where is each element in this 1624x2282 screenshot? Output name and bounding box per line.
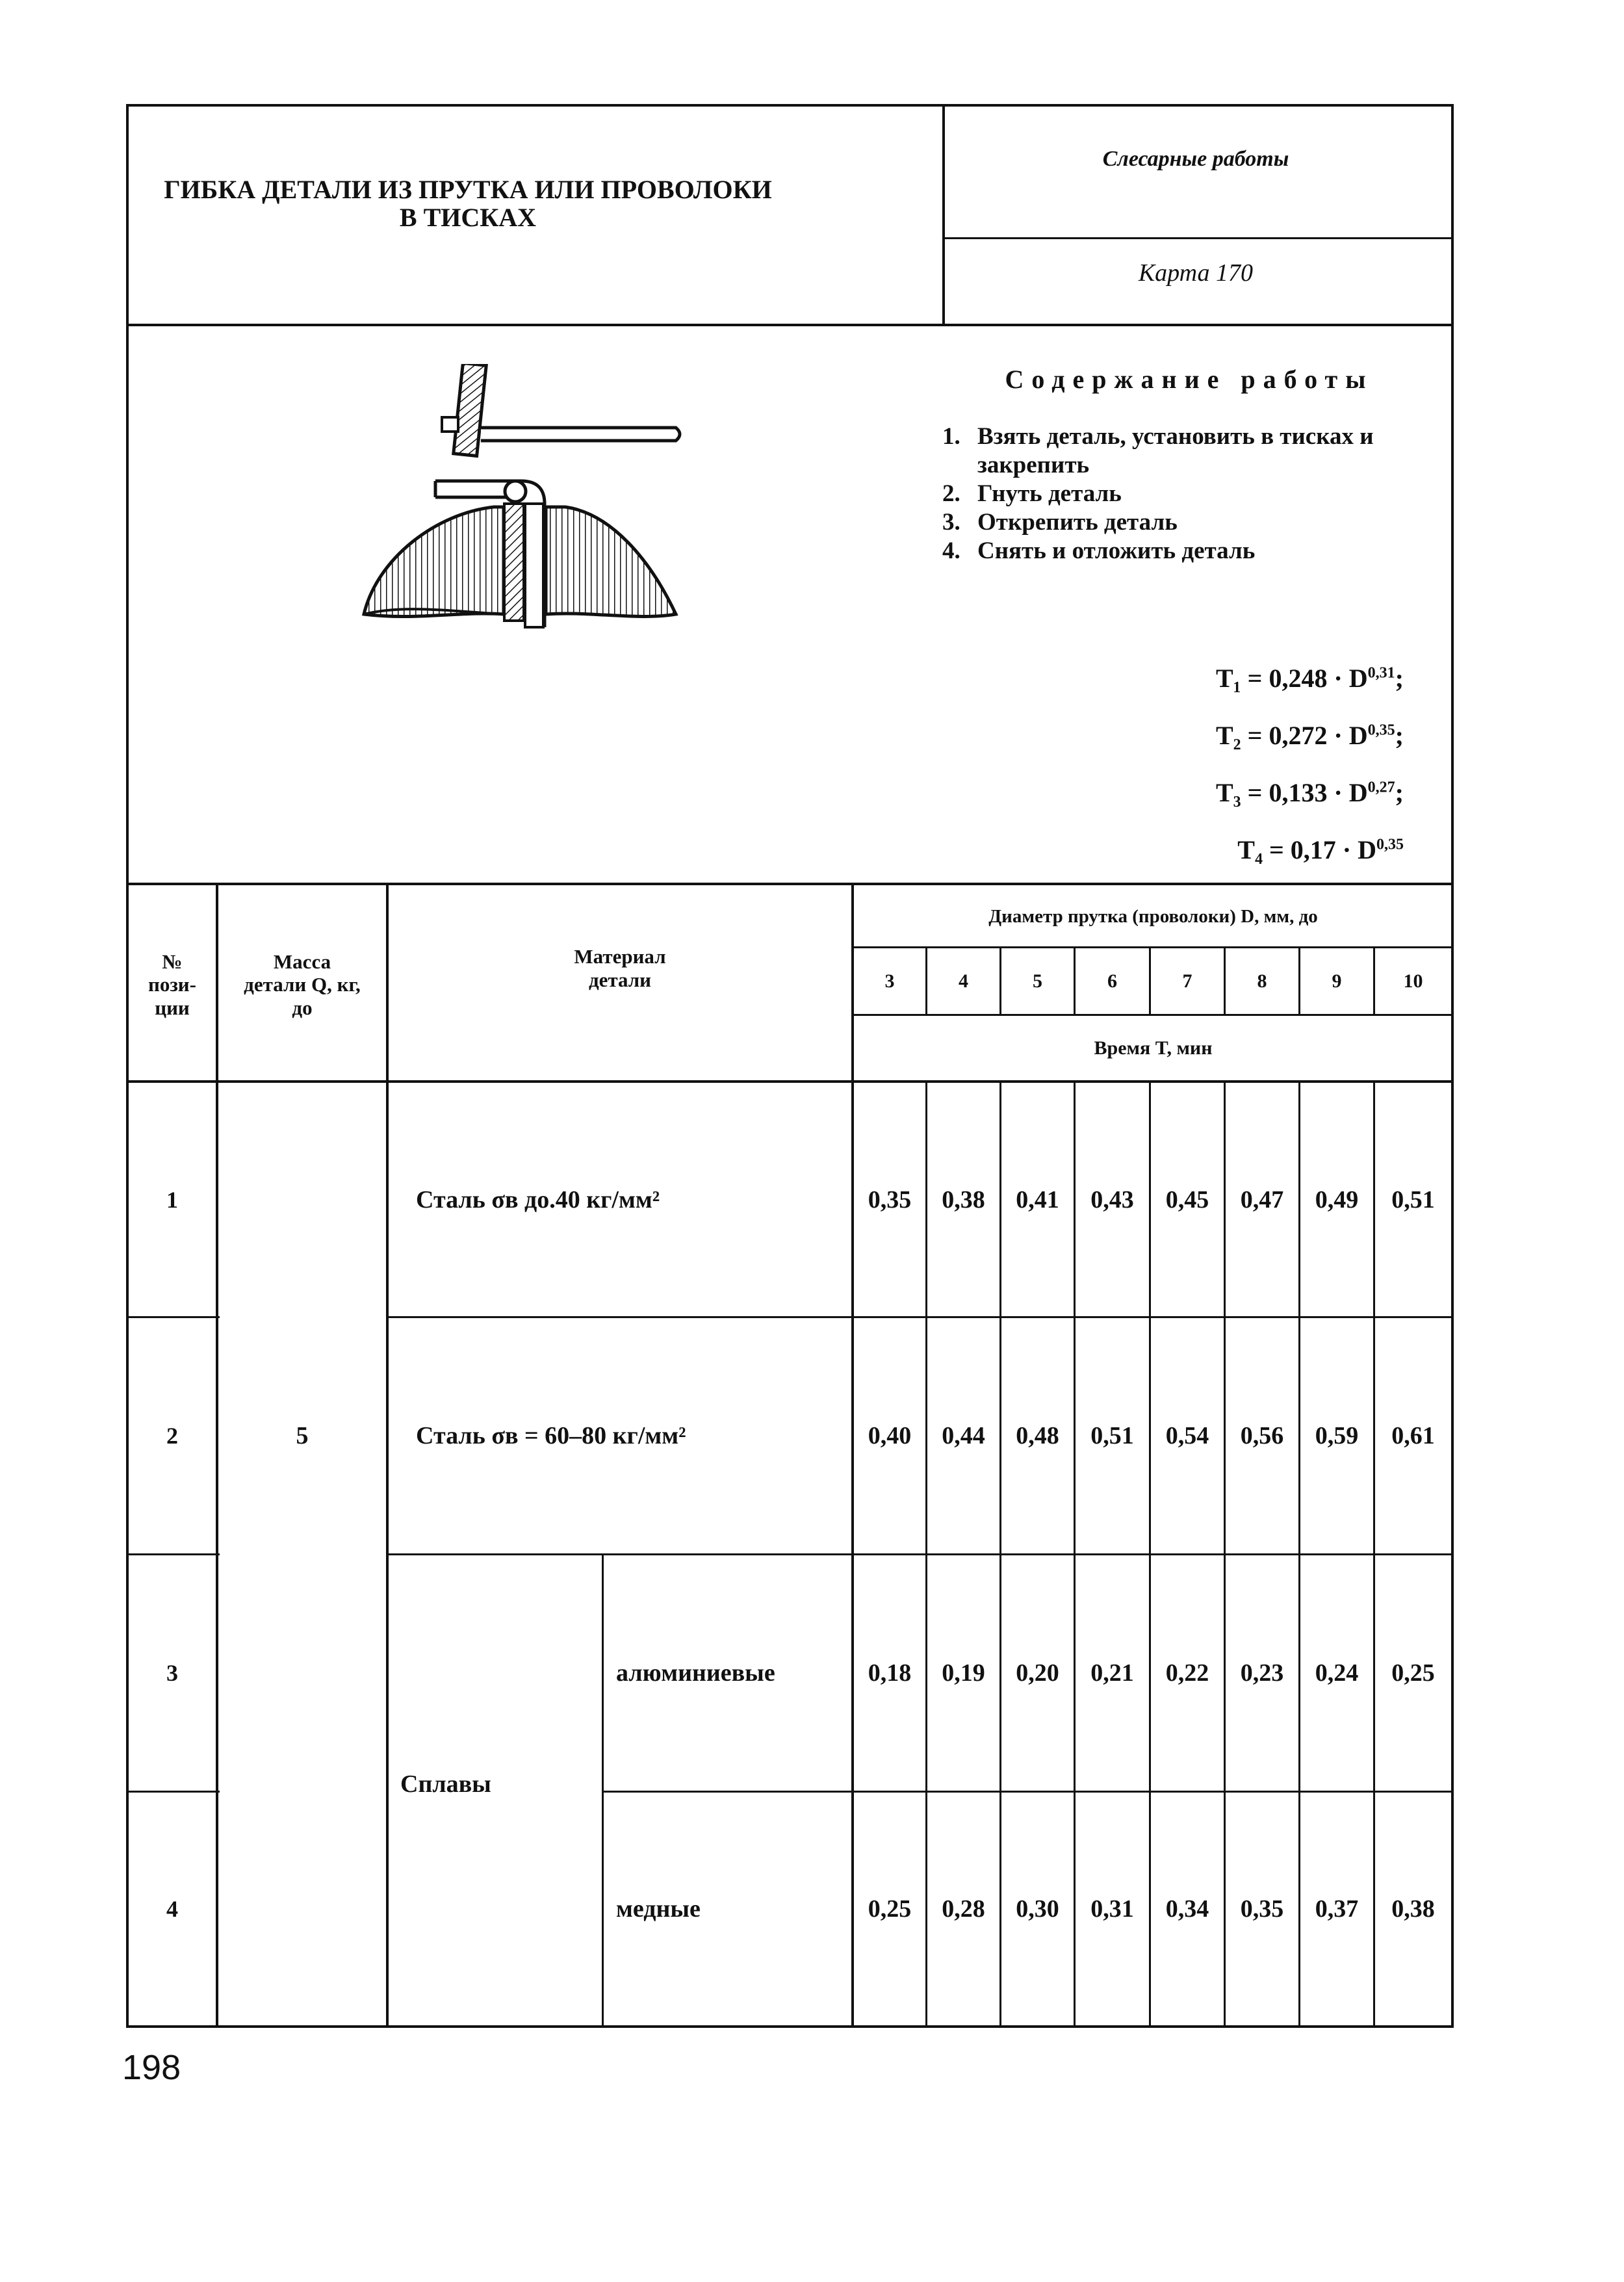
- diameter-header: Диаметр прутка (проволоки) D, мм, до: [988, 905, 1318, 927]
- formula-t1: T₁ = 0,248 · D$^{0,31}$;: [1215, 664, 1404, 693]
- formula-lhs: T₂: [1215, 721, 1241, 750]
- section-label: Слесарные работы: [1102, 147, 1289, 171]
- work-step: [942, 537, 1449, 565]
- row-position: 1: [166, 1186, 178, 1213]
- time-value: 0,51: [1090, 1422, 1134, 1449]
- formula-rhs: 0,133 · D: [1269, 778, 1368, 807]
- time-value: 0,35: [1240, 1895, 1284, 1923]
- formula-exponent: 0,35: [1376, 836, 1404, 853]
- work-step-text: Взять деталь, установить в тисках и закрепить: [977, 423, 1374, 478]
- time-value: 0,44: [942, 1422, 985, 1449]
- time-value: 0,28: [942, 1895, 985, 1923]
- mass-value: 5: [296, 1422, 309, 1449]
- time-value: 0,37: [1315, 1895, 1359, 1923]
- page-title: [130, 175, 806, 231]
- material-label: алюминиевые: [616, 1659, 775, 1687]
- time-value: 0,35: [868, 1186, 912, 1213]
- vise-bending-icon: [351, 364, 702, 637]
- work-step-text: Гнуть деталь: [977, 480, 1122, 507]
- formula-lhs: T₁: [1215, 664, 1241, 693]
- column-header-position-label: № пози-ции: [148, 950, 196, 1019]
- time-value: 0,20: [1016, 1659, 1059, 1687]
- column-header-position: [129, 936, 216, 1033]
- alloy-group-label: Сплавы: [400, 1770, 491, 1798]
- content-bottom-line: [126, 883, 1454, 885]
- table-line-h-diameter: [851, 946, 1452, 948]
- table-line-h-numbers: [851, 1014, 1452, 1016]
- time-value: 0,49: [1315, 1186, 1359, 1213]
- time-value: 0,41: [1016, 1186, 1059, 1213]
- header-bottom-line: [126, 324, 1454, 326]
- row-position: 2: [166, 1423, 178, 1449]
- formula-rhs: 0,272 · D: [1269, 721, 1368, 750]
- frame-top-line: [126, 104, 1454, 107]
- formula-lhs: T₃: [1215, 778, 1241, 807]
- time-value: 0,51: [1391, 1186, 1435, 1213]
- time-value: 0,31: [1090, 1895, 1134, 1923]
- column-header-mass-label: Масса детали Q, кг, до: [244, 950, 361, 1019]
- work-step-number: 1.: [942, 423, 960, 450]
- page-title-line-2: В ТИСКАХ: [399, 203, 537, 233]
- header-divider-line: [942, 104, 945, 325]
- material-label: медные: [616, 1895, 701, 1923]
- time-value: 0,38: [942, 1186, 985, 1213]
- diameter-value: 9: [1332, 970, 1342, 992]
- time-value: 0,54: [1165, 1422, 1209, 1449]
- time-value: 0,25: [1391, 1659, 1435, 1687]
- diameter-value: 3: [884, 970, 895, 992]
- time-value: 0,48: [1016, 1422, 1059, 1449]
- time-value: 0,24: [1315, 1659, 1359, 1687]
- diameter-value: 8: [1257, 970, 1267, 992]
- time-header: Время T, мин: [1094, 1037, 1213, 1059]
- time-value: 0,34: [1165, 1895, 1209, 1923]
- page-title-line-1: ГИБКА ДЕТАЛИ ИЗ ПРУТКА ИЛИ ПРОВОЛОКИ: [164, 175, 772, 204]
- formula-t4: T₄ = 0,17 · D$^{0,35}$: [1237, 835, 1404, 864]
- work-step: [942, 508, 1449, 537]
- diameter-value: 10: [1403, 970, 1423, 992]
- row-position: 4: [166, 1896, 178, 1922]
- time-value: 0,23: [1240, 1659, 1284, 1687]
- formula-exponent: 0,27: [1367, 779, 1395, 796]
- time-value: 0,56: [1240, 1422, 1284, 1449]
- time-value: 0,38: [1391, 1895, 1435, 1923]
- time-value: 0,22: [1165, 1659, 1209, 1687]
- work-content-heading: Содержание работы: [1005, 365, 1374, 394]
- formula-end: ;: [1395, 664, 1404, 693]
- time-value: 0,43: [1090, 1186, 1134, 1213]
- material-label: Сталь σв = 60–80 кг/мм²: [416, 1422, 686, 1449]
- work-step-number: 3.: [942, 509, 960, 536]
- column-header-material: [389, 936, 851, 1001]
- time-value: 0,45: [1165, 1186, 1209, 1213]
- formula-rhs: 0,17 · D: [1290, 835, 1376, 864]
- column-header-material-label: Материал детали: [574, 945, 666, 991]
- time-value: 0,61: [1391, 1422, 1435, 1449]
- row-position: 3: [166, 1660, 178, 1686]
- time-value: 0,47: [1240, 1186, 1284, 1213]
- work-steps-list: [942, 422, 1449, 565]
- column-header-mass: [218, 936, 386, 1033]
- time-value: 0,40: [868, 1422, 912, 1449]
- work-step-text: Снять и отложить деталь: [977, 538, 1256, 564]
- work-step-number: 2.: [942, 480, 960, 507]
- formula-exponent: 0,31: [1367, 664, 1395, 682]
- work-step: [942, 422, 1449, 480]
- time-value: 0,59: [1315, 1422, 1359, 1449]
- time-value: 0,18: [868, 1659, 912, 1687]
- table-line-v-mass: [386, 884, 389, 2027]
- diameter-value: 7: [1182, 970, 1192, 992]
- formula-t2: T₂ = 0,272 · D$^{0,35}$;: [1215, 721, 1404, 750]
- material-label: Сталь σв до.40 кг/мм²: [416, 1186, 660, 1213]
- formula-end: ;: [1395, 721, 1404, 750]
- diameter-value: 6: [1107, 970, 1117, 992]
- frame-bottom-line: [126, 2025, 1454, 2028]
- formula-end: ;: [1395, 778, 1404, 807]
- time-value: 0,19: [942, 1659, 985, 1687]
- time-value: 0,25: [868, 1895, 912, 1923]
- formula-t3: T₃ = 0,133 · D$^{0,27}$;: [1215, 778, 1404, 807]
- page-number: 198: [122, 2048, 181, 2087]
- time-value: 0,21: [1090, 1659, 1134, 1687]
- formula-exponent: 0,35: [1367, 721, 1395, 739]
- work-step-number: 4.: [942, 538, 960, 564]
- time-value: 0,30: [1016, 1895, 1059, 1923]
- diameter-value: 5: [1033, 970, 1042, 992]
- formula-lhs: T₄: [1237, 835, 1263, 864]
- card-number: Карта 170: [1138, 259, 1254, 287]
- formula-rhs: 0,248 · D: [1269, 664, 1368, 693]
- work-step: [942, 480, 1449, 508]
- work-step-text: Открепить деталь: [977, 509, 1178, 536]
- diameter-value: 4: [959, 970, 968, 992]
- header-right-split-line: [942, 237, 1452, 239]
